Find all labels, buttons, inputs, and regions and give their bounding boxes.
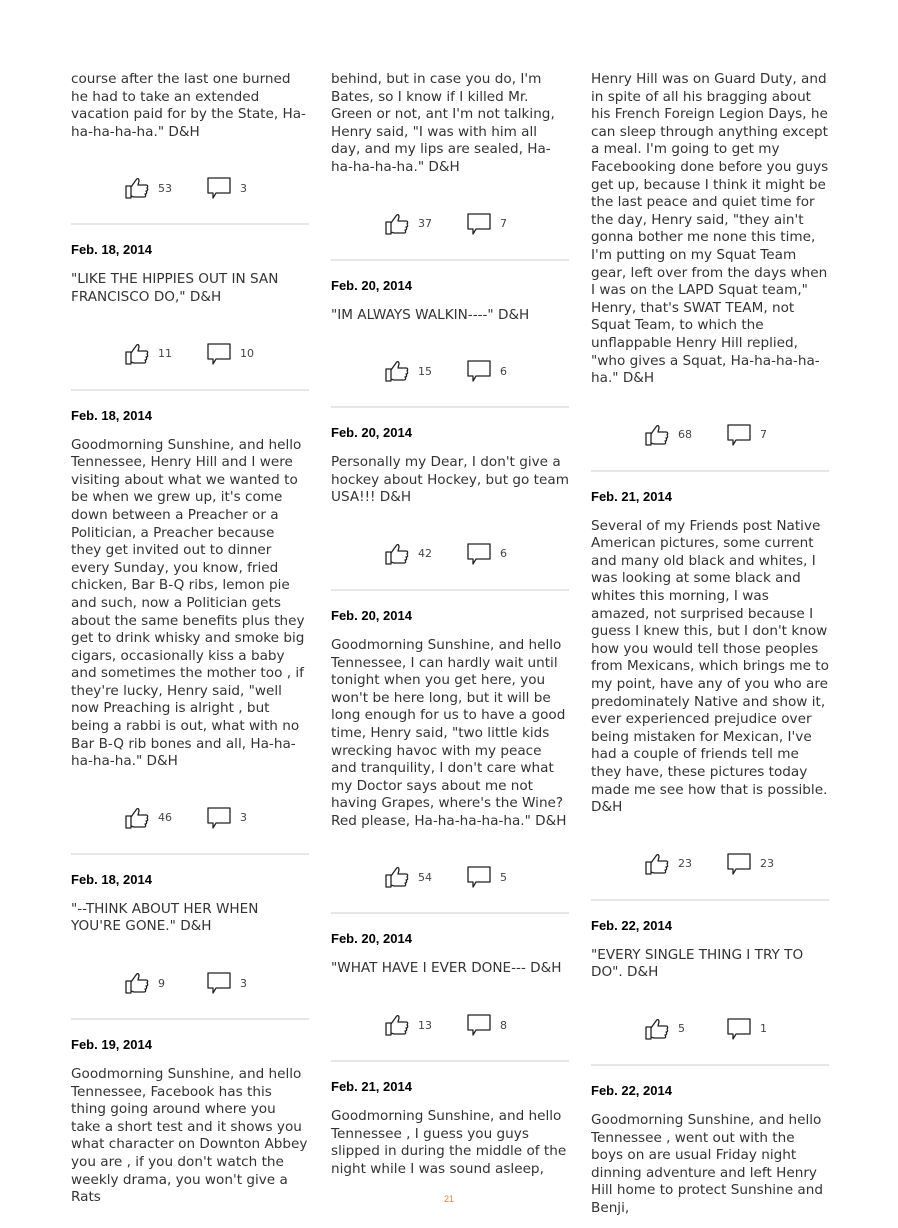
like-button[interactable] [644,852,694,876]
like-button[interactable] [384,1013,434,1037]
post-text: "LIKE THE HIPPIES OUT IN SAN FRANCISCO DO," D&H [71,271,279,305]
thumbs-up-icon [384,542,410,566]
divider [331,589,569,591]
post-stats [71,171,309,205]
comment-button[interactable] [206,806,256,830]
post-text: Personally my Dear, I don't give a hockey about Hockey, but go team USA!!! D&H [331,454,569,506]
post-date: Feb. 20, 2014 [331,277,412,293]
column-1 [71,71,309,1207]
comment-bubble-icon [206,971,232,995]
divider [71,853,309,855]
post-date: Feb. 20, 2014 [331,425,412,441]
post-stats [331,860,569,894]
like-count: 23 [678,857,692,871]
post-text: "EVERY SINGLE THING I TRY TO DO". D&H [591,946,804,981]
comment-button[interactable] [726,423,776,447]
comment-bubble-icon [206,342,232,366]
post-stats [331,1008,569,1042]
comment-bubble-icon [466,359,492,383]
post-text: Henry Hill was on Guard Duty, and in spite of all his bragging about his French Foreign Legion Days, he can sleep through anything except a meal. I'm going to get my Facebooking done before you guys get up, because I think it might be the last peace and quiet time for the day, Henry said, "they ain't gonna bother me none this time, I'm putting on my Squat Team gear, left over from the days when I was on the LAPD Squat team," Henry, that's SWAT TEAM, not Squat Team, to which the unflappable Henry Hill replied, "who gives a Squat, Ha-ha-ha-ha-ha." D&H [591,71,829,387]
post-text: "--THINK ABOUT HER WHEN YOU'RE GONE." D&H [71,900,259,935]
comment-bubble-icon [726,852,752,876]
like-count: 46 [158,811,172,825]
comment-count: 6 [500,364,507,378]
like-button[interactable] [124,806,174,830]
comment-bubble-icon [466,542,492,566]
post-date: Feb. 20, 2014 [331,607,412,623]
post-stats [71,801,309,835]
comment-count: 3 [240,811,247,825]
like-button[interactable] [384,542,434,566]
comment-bubble-icon [206,176,232,200]
comment-count: 10 [240,347,254,361]
post-text: Goodmorning Sunshine, and hello Tennessee, Henry Hill and I were visiting about what we wanted to be when we grew up, it's come down between a Preacher or a Politician, a Preacher because they get invited out to dinner every Sunday, you know, fried chicken, Bar B-Q ribs, lemon pie and such, now a Politician gets about the same benefits plus they get to drink whisky and smoke big cigars, occasionally kiss a baby and sometimes the mother too , if they're lucky, Henry said, "well now Preaching is alright , but being a rabbi is out, what with no Bar B-Q rib bones and all, Ha-ha-ha-ha-ha." D&H [71,436,305,770]
comment-count: 7 [760,428,767,442]
like-button[interactable] [384,865,434,889]
like-button[interactable] [384,359,434,383]
like-count: 15 [418,364,432,378]
divider [591,899,829,901]
like-count: 42 [418,547,432,561]
comment-count: 8 [500,1018,507,1032]
like-count: 9 [158,976,165,990]
like-count: 13 [418,1018,432,1032]
column-3 [591,71,829,1218]
post-stats [591,418,829,452]
post-date: Feb. 19, 2014 [71,1037,152,1053]
page-number: 21 [443,1194,454,1204]
post-text: behind, but in case you do, I'm Bates, so I know if I killed Mr. Green or not, ant I'm not talking, Henry said, "I was with him all day, and my lips are sealed, Ha-ha-ha-ha-ha." D&H [331,71,555,175]
comment-button[interactable] [206,176,256,200]
comment-button[interactable] [466,865,516,889]
like-count: 68 [678,428,692,442]
post-date: Feb. 22, 2014 [591,917,672,933]
comment-count: 6 [500,547,507,561]
divider [331,1060,569,1062]
divider [591,470,829,472]
post-stats [331,207,569,241]
comment-button[interactable] [206,342,256,366]
comment-bubble-icon [726,1017,752,1041]
divider [591,1064,829,1066]
comment-bubble-icon [726,423,752,447]
post-text: Goodmorning Sunshine, and hello Tennessee, I can hardly wait until tonight when you get here, you won't be here long, but it will be long enough for us to have a good time, Henry said, "two little kids wrecking havoc with my peace and tranquility, I don't care what my Doctor says about me not having Grapes, where's the Wine? Red please, Ha-ha-ha-ha-ha." D&H [331,636,567,829]
post-stats [331,537,569,571]
post-date: Feb. 18, 2014 [71,407,152,423]
like-button[interactable] [124,176,174,200]
post-stats [591,1012,829,1046]
post-text: Several of my Friends post Native American pictures, some current and many old black and whites, I was looking at some black and whites this morning, I was amazed, not surprised because I guess I knew this, but I don't know how you would tell those peoples from Mexicans, which brings me to my point, have any of you who are predominately Native and show it, ever experienced prejudice over being mistaken for Mexican, I've had a couple of friends tell me they have, these pictures today made me see how that is possible. D&H [591,517,829,816]
comment-count: 1 [760,1022,767,1036]
post-text: "WHAT HAVE I EVER DONE--- D&H [331,960,562,977]
like-button[interactable] [384,212,434,236]
like-button[interactable] [124,342,174,366]
thumbs-up-icon [124,806,150,830]
divider [71,389,309,391]
post-date: Feb. 18, 2014 [71,242,152,258]
divider [71,223,309,225]
post-text: course after the last one burned he had to take an extended vacation paid for by the State, Ha-ha-ha-ha-ha." D&H [71,71,306,140]
comment-bubble-icon [206,806,232,830]
post-date: Feb. 20, 2014 [331,931,412,947]
divider [331,912,569,914]
post-stats [331,354,569,388]
comment-count: 3 [240,181,247,195]
like-count: 37 [418,217,432,231]
post-date: Feb. 21, 2014 [331,1079,412,1095]
comment-bubble-icon [466,212,492,236]
post-text: Goodmorning Sunshine, and hello Tennessee , I guess you guys slipped in during the middle of the night while I was sound asleep, [331,1108,567,1177]
like-button[interactable] [644,423,694,447]
comment-button[interactable] [726,852,776,876]
comment-button[interactable] [206,971,256,995]
thumbs-up-icon [384,359,410,383]
comment-count: 7 [500,217,507,231]
thumbs-up-icon [644,423,670,447]
like-count: 11 [158,347,172,361]
thumbs-up-icon [384,1013,410,1037]
post-text: Goodmorning Sunshine, and hello Tennessee , went out with the boys on are usual Friday night dinning adventure and left Henry Hill home to protect Sunshine and Benji, [591,1111,823,1216]
comment-bubble-icon [466,865,492,889]
post-stats [591,847,829,881]
comment-button[interactable] [466,542,516,566]
divider [71,1018,309,1020]
post-stats [71,337,309,371]
post-date: Feb. 21, 2014 [591,488,672,504]
post-date: Feb. 18, 2014 [71,871,152,887]
thumbs-up-icon [124,176,150,200]
comment-button[interactable] [466,212,516,236]
like-button[interactable] [124,971,174,995]
comment-bubble-icon [466,1013,492,1037]
comment-count: 3 [240,976,247,990]
comment-button[interactable] [466,359,516,383]
thumbs-up-icon [644,852,670,876]
comment-count: 5 [500,870,507,884]
like-button[interactable] [644,1017,694,1041]
divider [331,406,569,408]
post-stats [71,966,309,1000]
thumbs-up-icon [124,971,150,995]
like-count: 5 [678,1022,685,1036]
comment-count: 23 [760,857,774,871]
column-2 [331,71,569,1178]
comment-button[interactable] [466,1013,516,1037]
post-date: Feb. 22, 2014 [591,1082,672,1098]
thumbs-up-icon [124,342,150,366]
divider [331,259,569,261]
thumbs-up-icon [644,1017,670,1041]
post-text: "IM ALWAYS WALKIN----" D&H [331,306,530,323]
like-count: 53 [158,181,172,195]
comment-button[interactable] [726,1017,776,1041]
like-count: 54 [418,870,432,884]
thumbs-up-icon [384,212,410,236]
post-text: Goodmorning Sunshine, and hello Tennessee, Facebook has this thing going around where you take a short test and it shows you what character on Downton Abbey you are , if you don't watch the weekly drama, you won't give a Rats [71,1066,308,1206]
thumbs-up-icon [384,865,410,889]
